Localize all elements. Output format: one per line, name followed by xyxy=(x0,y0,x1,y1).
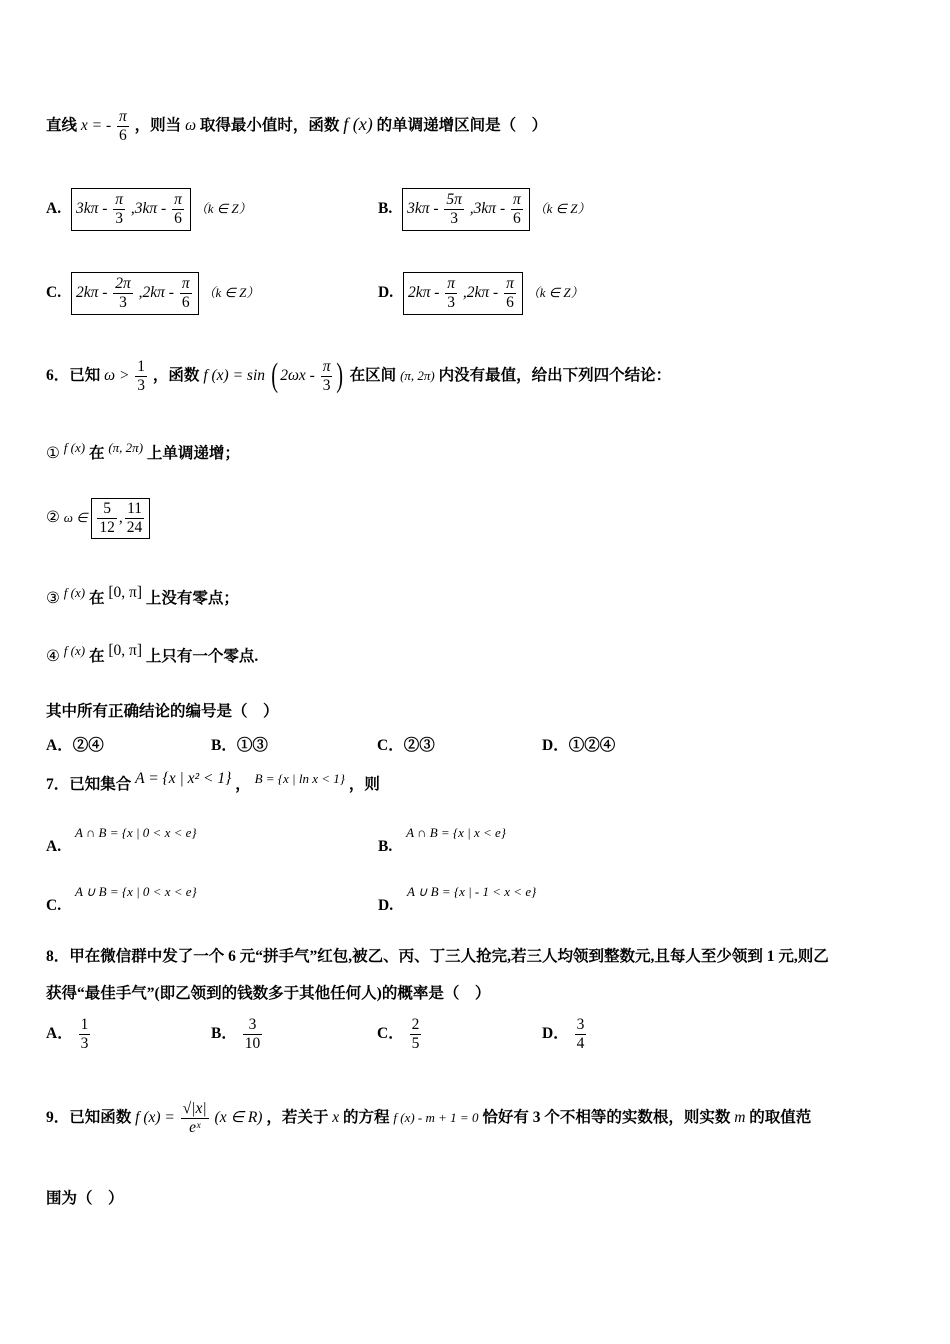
q6-option-a[interactable]: A．②④ xyxy=(46,737,104,754)
q9-stem-line2: 围为（ ） xyxy=(46,1190,124,1207)
q8-option-d[interactable]: D． $\frac{3}{4}$ xyxy=(542,1016,585,1052)
q8-stem-line1: 8．甲在微信群中发了一个 6 元“拼手气”红包,被乙、丙、丁三人抢完,若三人均领到整数元,且每人至少领到 1 元,则乙 xyxy=(46,948,829,965)
q7-option-a[interactable]: A. A ∩ B = {x | 0 < x < e} xyxy=(46,825,197,855)
q6-statement-2: ② ω ∈ $\frac{5}{12}$ , $\frac{11}{24}$ xyxy=(46,498,150,539)
q5-stem: 直线 x = - $\frac{\pi}{6}$ ，则当 ω 取得最小值时，函数 f (x) 的单调递增区间是（ ） xyxy=(46,108,548,144)
q6-statement-1: ① $^{f (x)}$ 在 $^{(\pi, 2\pi)}$ 上单调递增； xyxy=(46,440,240,462)
q5-omega: ω xyxy=(185,116,197,134)
q8-option-a[interactable]: A． $\frac{1}{3}$ xyxy=(46,1016,89,1052)
q6-option-d[interactable]: D．①②④ xyxy=(542,737,616,754)
q6-statement-3: ③ $^{f (x)}$ 在 [0, π] 上没有零点； xyxy=(46,584,239,607)
q5-option-d[interactable]: D. 2kπ - $\frac{\pi}{3}$ ,2kπ - $\frac{\pi}{6}$ （k ∈ Z） xyxy=(378,272,584,315)
q5-lead: 直线 xyxy=(46,116,78,134)
q7-option-c[interactable]: C. A ∪ B = {x | 0 < x < e} xyxy=(46,884,197,914)
q7-option-b[interactable]: B. A ∩ B = {x | x < e} xyxy=(378,825,506,855)
q6-statement-4: ④ $^{f (x)}$ 在 [0, π] 上只有一个零点. xyxy=(46,642,259,665)
q8-option-c[interactable]: C． $\frac{2}{5}$ xyxy=(377,1016,420,1052)
q7-stem: 7．已知集合 A = {x | x² < 1} ， $^{B = \{x | ln x < 1\}}$ ，则 xyxy=(46,770,380,793)
q6-question: 其中所有正确结论的编号是（ ） xyxy=(46,703,279,720)
q5-option-a[interactable]: A. 3kπ - $\frac{\pi}{3}$ ,3kπ - $\frac{\pi}{6}$ （k ∈ Z） xyxy=(46,188,252,231)
q6-stem: 6．已知 ω > $\frac{1}{3}$ ，函数 f (x) = sin ( 2ωx - $\frac{\pi}{3}$ ) 在区间 (π, 2π) 内没有最值，给出下列四个结论： xyxy=(46,357,672,395)
q5-option-b[interactable]: B. 3kπ - $\frac{5\pi}{3}$ ,3kπ - $\frac{\pi}{6}$ （k ∈ Z） xyxy=(378,188,590,231)
q6-option-b[interactable]: B．①③ xyxy=(211,737,268,754)
q5-line-eq: x = - xyxy=(80,116,112,134)
q5-pi-over-6: $\frac{\pi}{6}$ xyxy=(119,108,127,144)
q7-option-d[interactable]: D. A ∪ B = {x | - 1 < x < e} xyxy=(378,884,537,914)
q8-option-b[interactable]: B． $\frac{3}{10}$ xyxy=(211,1016,261,1052)
q5-option-c[interactable]: C. 2kπ - $\frac{2\pi}{3}$ ,2kπ - $\frac{\pi}{6}$ （k ∈ Z） xyxy=(46,272,259,315)
q5-fx: f (x) xyxy=(343,113,373,134)
q8-stem-line2: 获得“最佳手气”(即乙领到的钱数多于其他任何人)的概率是（ ） xyxy=(46,985,491,1002)
q9-stem: 9．已知函数 f (x) = $\frac{√|x|}{\text{eˣ}}$ (x ∈ R) ，若关于 x 的方程 f (x) - m + 1 = 0 恰好有 3 个不相等的实数根，则实数 m 的取值范 xyxy=(46,1100,812,1136)
q6-option-c[interactable]: C．②③ xyxy=(377,737,435,754)
